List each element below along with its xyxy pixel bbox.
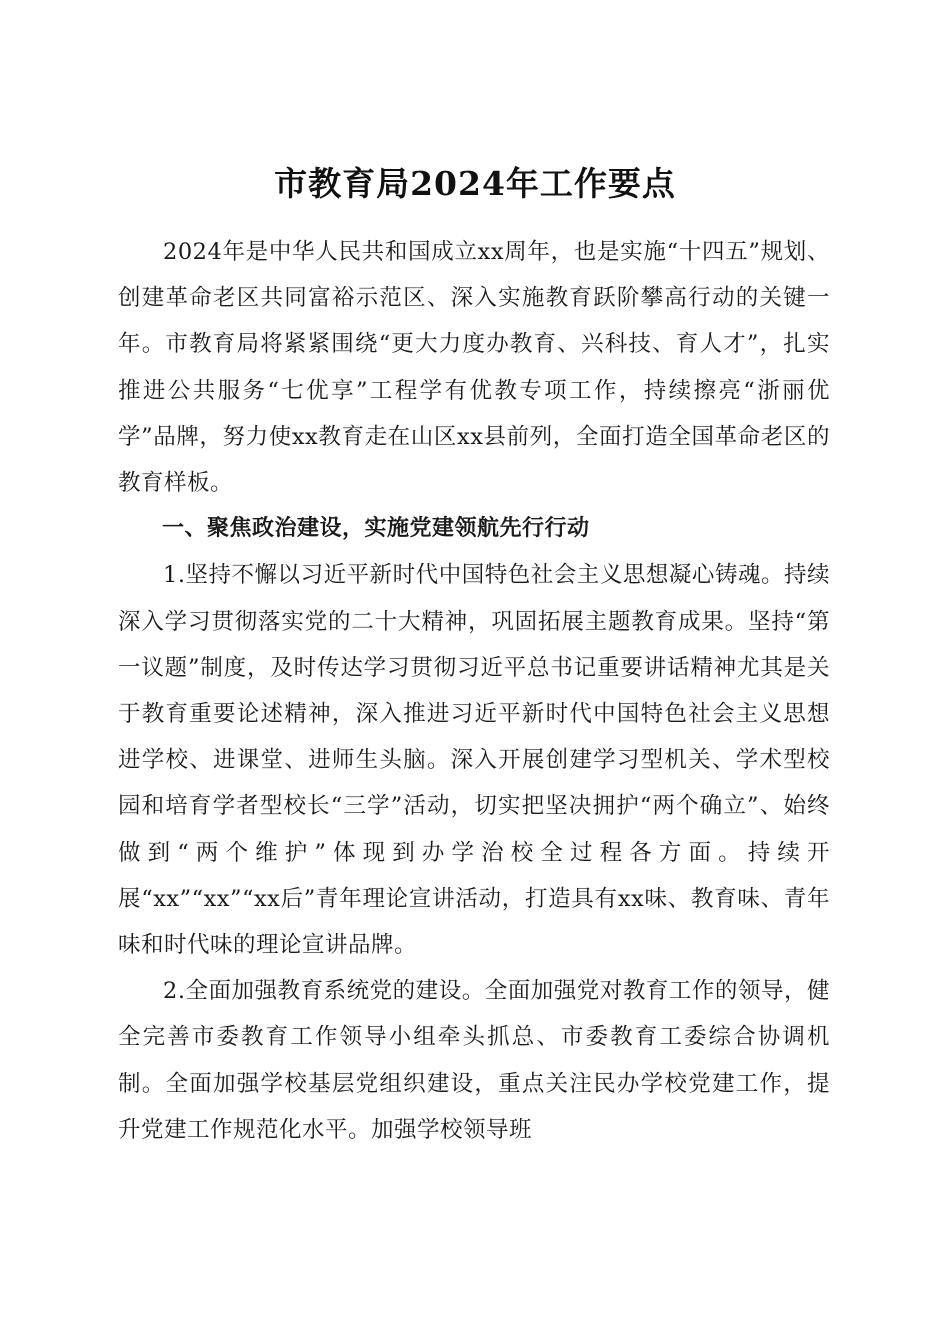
document-title: 市教育局2024年工作要点 <box>274 164 676 204</box>
section-heading-1: 一、聚焦政治建设，实施党建领航先行行动 <box>162 516 590 542</box>
document-body <box>118 229 830 1153</box>
item-paragraph-2: 2.全面加强教育系统党的建设。全面加强党对教育工作的领导，健全完善市委教育工作领导小组牵头抓总、市委教育工委综合协调机制。全面加强学校基层党组织建设，重点关注民办学校党建工作，提升党建工作规范化水平。加强学校领导班 <box>118 978 830 1143</box>
intro-paragraph: 2024年是中华人民共和国成立xx周年，也是实施“十四五”规划、创建革命老区共同富裕示范区、深入实施教育跃阶攀高行动的关键一年。市教育局将紧紧围绕“更大力度办教育、兴科技、育人才”，扎实推进公共服务“七优享”工程学有优教专项工作，持续擦亮“浙丽优学”品牌，努力使xx教育走在山区xx县前列，全面打造全国革命老区的教育样板。 <box>118 239 830 497</box>
item-paragraph-1: 1.坚持不懈以习近平新时代中国特色社会主义思想凝心铸魂。持续深入学习贯彻落实党的二十大精神，巩固拓展主题教育成果。坚持“第一议题”制度，及时传达学习贯彻习近平总书记重要讲话精神尤其是关于教育重要论述精神，深入推进习近平新时代中国特色社会主义思想进学校、进课堂、进师生头脑。深入开展创建学习型机关、学术型校园和培育学者型校长“三学”活动，切实把坚决拥护“两个确立”、始终做到“两个维护”体现到办学治校全过程各方面。持续开展“xx”“xx”“xx后”青年理论宣讲活动，打造具有xx味、教育味、青年味和时代味的理论宣讲品牌。 <box>118 562 830 959</box>
